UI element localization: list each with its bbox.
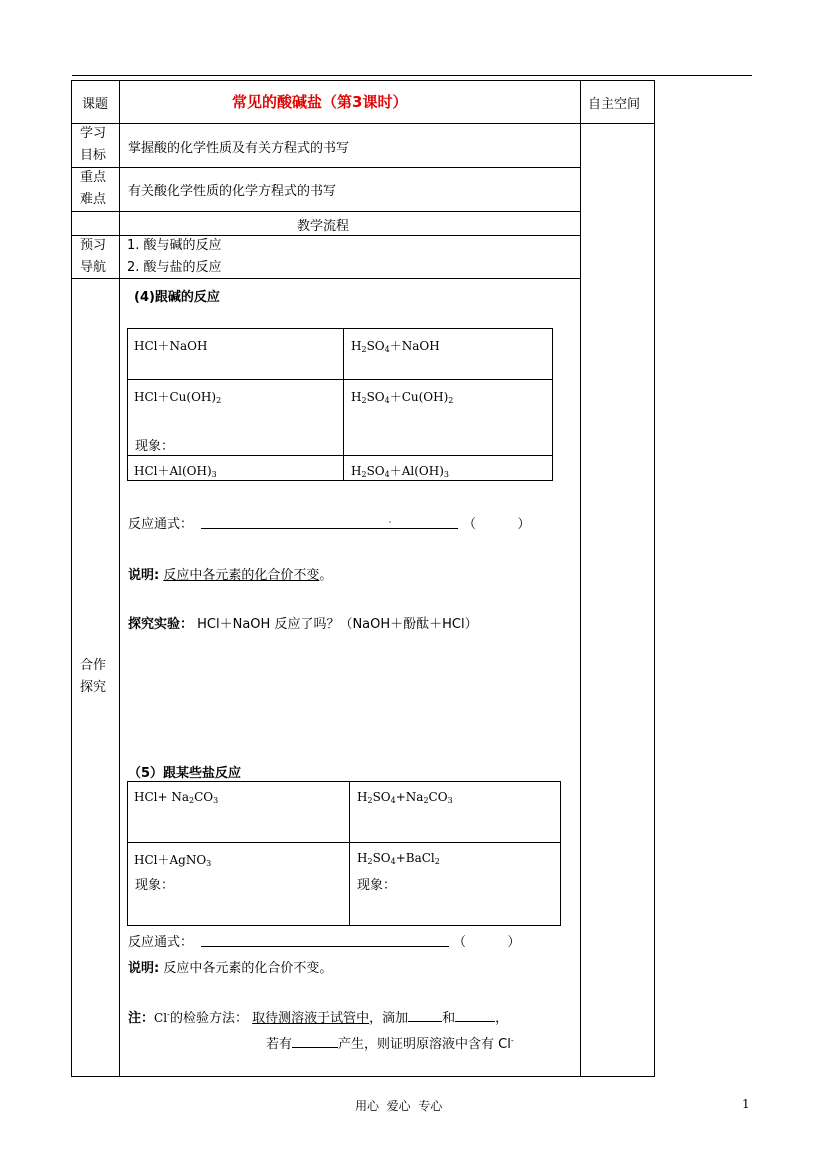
cell-h2so4-cuoh2: $H_2SO_4+Cu(OH)_2$ bbox=[351, 390, 454, 405]
cell-h2so4-aloh3: $H_2SO_4+Al(OH)_3$ bbox=[351, 464, 449, 479]
experiment-label: 探究实验： bbox=[128, 617, 194, 632]
base-table-row-line bbox=[127, 455, 553, 456]
experiment-text: HCl＋NaOH 反应了吗？（NaOH＋酚酞＋HCl） bbox=[197, 617, 478, 632]
chloride-test-line: 注：Cl-的检验方法： 取待测溶液于试管中，滴加 和 ， bbox=[128, 1007, 508, 1026]
reagent-blank-2[interactable] bbox=[455, 1007, 495, 1022]
topic-label: 课题 bbox=[82, 97, 109, 112]
precipitate-blank[interactable] bbox=[292, 1033, 338, 1048]
row-line-3 bbox=[71, 211, 580, 212]
cell-hcl-naoh: HCl＋NaOH bbox=[134, 339, 208, 353]
preview-item: 2. 酸与盐的反应 bbox=[127, 260, 222, 275]
cell-h2so4-na2co3: $H_2SO_4+Na_2CO_3$ bbox=[357, 790, 453, 805]
cell-hcl-agno3: HCl＋AgNO$_3$ bbox=[134, 853, 212, 868]
table-border-top bbox=[71, 80, 655, 81]
formula-dot: . bbox=[388, 512, 393, 527]
reagent-blank-1[interactable] bbox=[408, 1007, 442, 1022]
table-border-bottom bbox=[71, 1076, 655, 1077]
cell-hcl-aloh3: $HCl+Al(OH)_3$ bbox=[134, 464, 217, 479]
reaction-type-paren: （ ） bbox=[453, 935, 521, 950]
general-formula-label: 反应通式： bbox=[128, 517, 194, 532]
page-number: 1 bbox=[742, 1097, 750, 1111]
section5-heading: （5）跟某些盐反应 bbox=[128, 766, 242, 781]
side-col-line bbox=[580, 80, 581, 1077]
note-label: 说明: bbox=[128, 961, 160, 976]
top-rule bbox=[72, 75, 752, 76]
base-table-row-line bbox=[127, 379, 553, 380]
preview-list bbox=[127, 235, 222, 279]
flow-heading: 教学流程 bbox=[297, 219, 350, 234]
note-line: 说明: 反应中各元素的化合价不变。 bbox=[128, 568, 333, 583]
key-text: 有关酸化学性质的化学方程式的书写 bbox=[128, 184, 337, 199]
preview-label: 预习 导航 bbox=[80, 238, 107, 275]
general-formula-blank[interactable] bbox=[201, 932, 449, 947]
chloride-result-line: 若有 产生，则证明原溶液中含有 Cl- bbox=[266, 1033, 514, 1052]
table-border-right bbox=[654, 80, 655, 1077]
row-line-1 bbox=[71, 123, 655, 124]
salt-table-col-line bbox=[349, 781, 350, 926]
cell-hcl-na2co3: $HCl+ Na_2CO_3$ bbox=[134, 790, 219, 805]
base-table-col-line bbox=[343, 328, 344, 481]
key-label: 重点 难点 bbox=[80, 170, 107, 207]
goal-label: 学习 目标 bbox=[80, 126, 107, 163]
cell-hcl-cuoh2: $HCl+Cu(OH)_2$ bbox=[134, 390, 222, 405]
section4-heading: (4)跟碱的反应 bbox=[134, 290, 220, 305]
preview-item: 1. 酸与碱的反应 bbox=[127, 238, 222, 253]
row-line-2 bbox=[71, 167, 580, 168]
coop-label: 合作 探究 bbox=[80, 658, 107, 695]
general-formula-label: 反应通式： bbox=[128, 935, 194, 950]
general-formula-blank[interactable] bbox=[201, 514, 458, 529]
tip-label: 注： bbox=[128, 1011, 155, 1026]
footer-motto: 用心 爱心 专心 bbox=[355, 1099, 443, 1113]
cell-h2so4-naoh: $H_2SO_4+NaOH$ bbox=[351, 339, 440, 354]
table-border-left bbox=[71, 80, 72, 1077]
note-text: 反应中各元素的化合价不变。 bbox=[163, 961, 333, 976]
observation-label: 现象： bbox=[357, 878, 397, 893]
self-space-label: 自主空间 bbox=[588, 97, 641, 112]
label-col-line bbox=[119, 80, 120, 1077]
observation-label: 现象： bbox=[135, 439, 175, 454]
lesson-title: 常见的酸碱盐（第3课时） bbox=[232, 93, 408, 111]
note-text: 反应中各元素的化合价不变 bbox=[163, 568, 320, 583]
experiment-line bbox=[128, 613, 478, 632]
reaction-type-paren: （ ） bbox=[463, 517, 531, 532]
cell-h2so4-bacl2: $H_2SO_4+BaCl_2$ bbox=[357, 851, 440, 866]
note-label: 说明: bbox=[128, 568, 160, 583]
observation-label: 现象： bbox=[135, 878, 175, 893]
salt-table-row-line bbox=[127, 842, 561, 843]
note-line bbox=[128, 957, 332, 976]
goal-text: 掌握酸的化学性质及有关方程式的书写 bbox=[128, 141, 350, 156]
